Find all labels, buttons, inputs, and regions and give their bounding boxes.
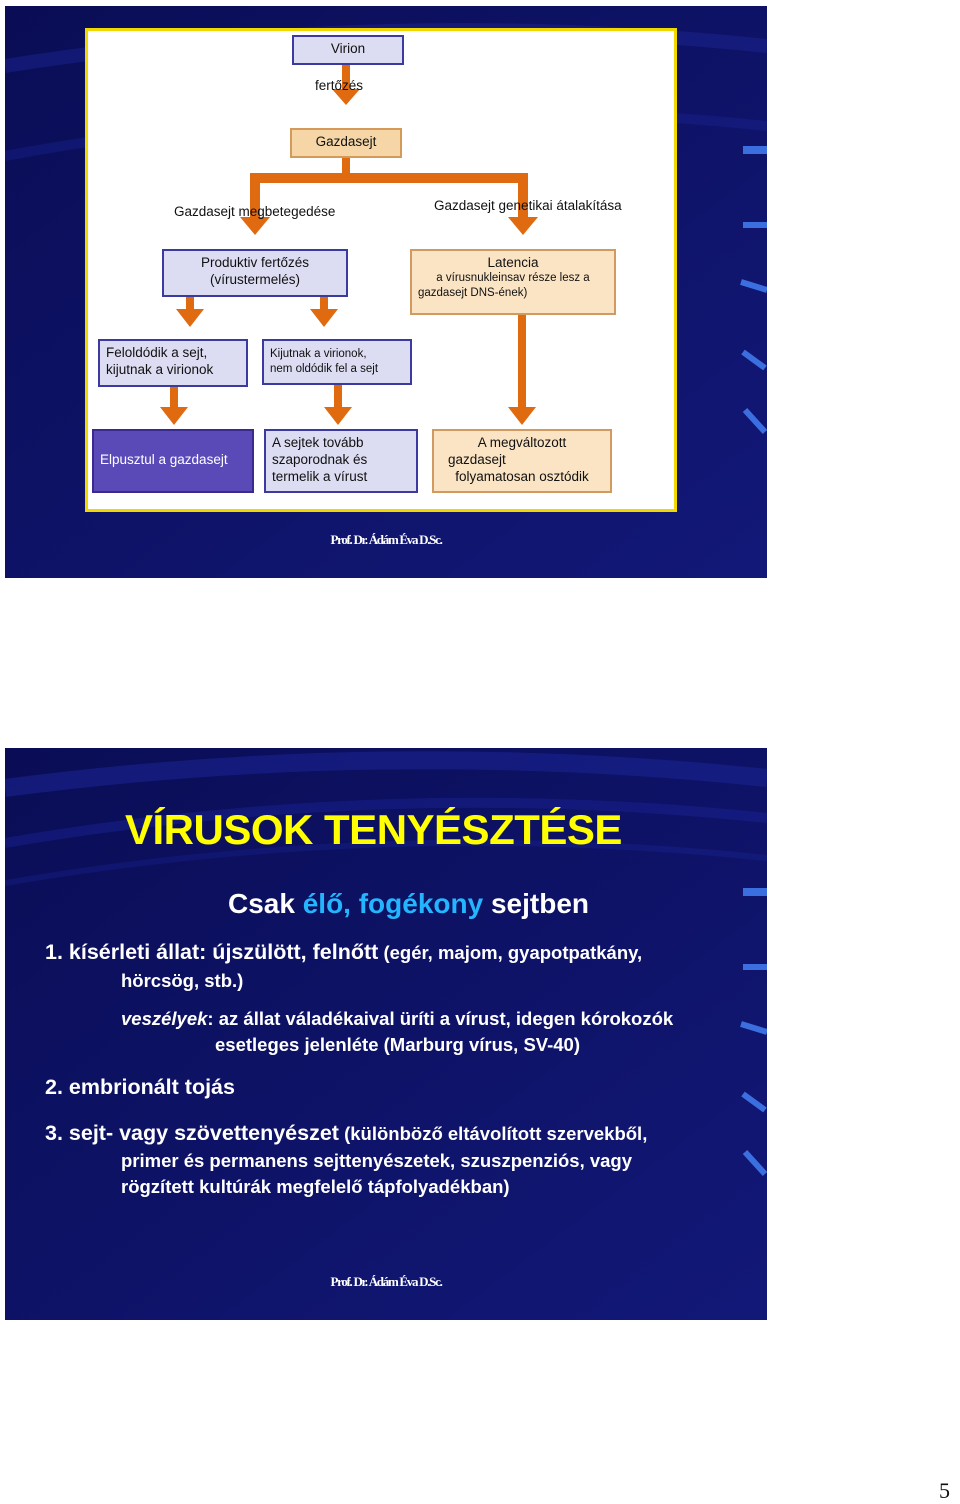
- kijutnak-line2: nem oldódik fel a sejt: [270, 363, 379, 375]
- slide-2: [5, 748, 767, 1320]
- elpusztul-box: [92, 429, 254, 493]
- sejtek-box: [264, 429, 418, 493]
- danger-line: [121, 1008, 673, 1030]
- megvaltozott-box: [432, 429, 612, 493]
- feloldodik-line2: kijutnak a virionok: [106, 362, 214, 377]
- produktiv-line2: (vírustermelés): [209, 272, 300, 287]
- megvaltozott-line1: A megváltozott: [477, 435, 567, 450]
- danger-text: : az állat váladékaival üríti a vírust, idegen kórokozók: [207, 1008, 674, 1029]
- kijutnak-box: [262, 339, 412, 385]
- danger-continued: esetleges jelenléte (Marburg vírus, SV-40): [215, 1034, 581, 1055]
- item-1-continued: hörcsög, stb.): [121, 970, 244, 991]
- latencia-box: [410, 249, 616, 315]
- latencia-title: Latencia: [487, 255, 539, 270]
- kijutnak-line1: Kijutnak a virionok,: [270, 348, 367, 360]
- item-3-line2: primer és permanens sejttenyészetek, szuszpenziós, vagy: [121, 1150, 633, 1171]
- item-3-paren: (különböző eltávolított szervekből,: [338, 1123, 648, 1144]
- subtitle-highlight: élő, fogékony: [302, 888, 484, 919]
- item-3-line3: rögzített kultúrák megfelelő tápfolyadékban): [121, 1176, 510, 1197]
- gazdasejt-box: [290, 128, 402, 158]
- latencia-line1: a vírusnukleinsav része lesz a: [436, 272, 590, 284]
- item-3-main: 3. sejt- vagy szövettenyészet: [45, 1121, 339, 1145]
- feloldodik-line1: Feloldódik a sejt,: [106, 345, 208, 360]
- slide-1-footer: Prof. Dr. Ádám Éva D.Sc.: [330, 532, 442, 547]
- latencia-line2: gazdasejt DNS-ének): [418, 287, 528, 299]
- sejtek-line2: szaporodnak és: [272, 452, 368, 467]
- virion-box: [292, 35, 404, 65]
- virion-label: Virion: [330, 41, 366, 56]
- item-1-paren: (egér, majom, gyapotpatkány,: [378, 942, 643, 963]
- megvaltozott-line2: gazdasejt: [448, 452, 506, 467]
- subtitle-suffix: sejtben: [483, 888, 589, 919]
- subtitle-prefix: Csak: [228, 888, 303, 919]
- item-3: [45, 1121, 647, 1146]
- megvaltozott-line3: folyamatosan osztódik: [455, 469, 589, 484]
- feloldodik-box: [98, 339, 248, 387]
- sejtek-line3: termelik a vírust: [272, 469, 368, 484]
- produktiv-line1: Produktiv fertőzés: [200, 255, 310, 270]
- fertozes-label: fertőzés: [315, 78, 364, 93]
- slide-subtitle: [228, 888, 589, 920]
- gazdasejt-label: Gazdasejt: [315, 134, 377, 149]
- slide-2-footer: Prof. Dr. Ádám Éva D.Sc.: [330, 1274, 442, 1289]
- slide-1: [5, 6, 767, 578]
- slide-title: VÍRUSOK TENYÉSZTÉSE: [125, 806, 622, 853]
- virus-infection-diagram: [85, 28, 677, 512]
- sejtek-line1: A sejtek tovább: [272, 435, 364, 450]
- item-1: [45, 940, 642, 965]
- page-number: 5: [939, 1478, 950, 1503]
- danger-label: veszélyek: [121, 1008, 208, 1029]
- elpusztul-label: Elpusztul a gazdasejt: [100, 452, 228, 467]
- right-branch-label: Gazdasejt genetikai átalakítása: [434, 198, 622, 213]
- item-1-main: 1. kísérleti állat: újszülött, felnőtt: [45, 940, 379, 964]
- item-2: 2. embrionált tojás: [45, 1075, 235, 1099]
- produktiv-box: [162, 249, 348, 297]
- left-branch-label: Gazdasejt megbetegedése: [174, 204, 336, 219]
